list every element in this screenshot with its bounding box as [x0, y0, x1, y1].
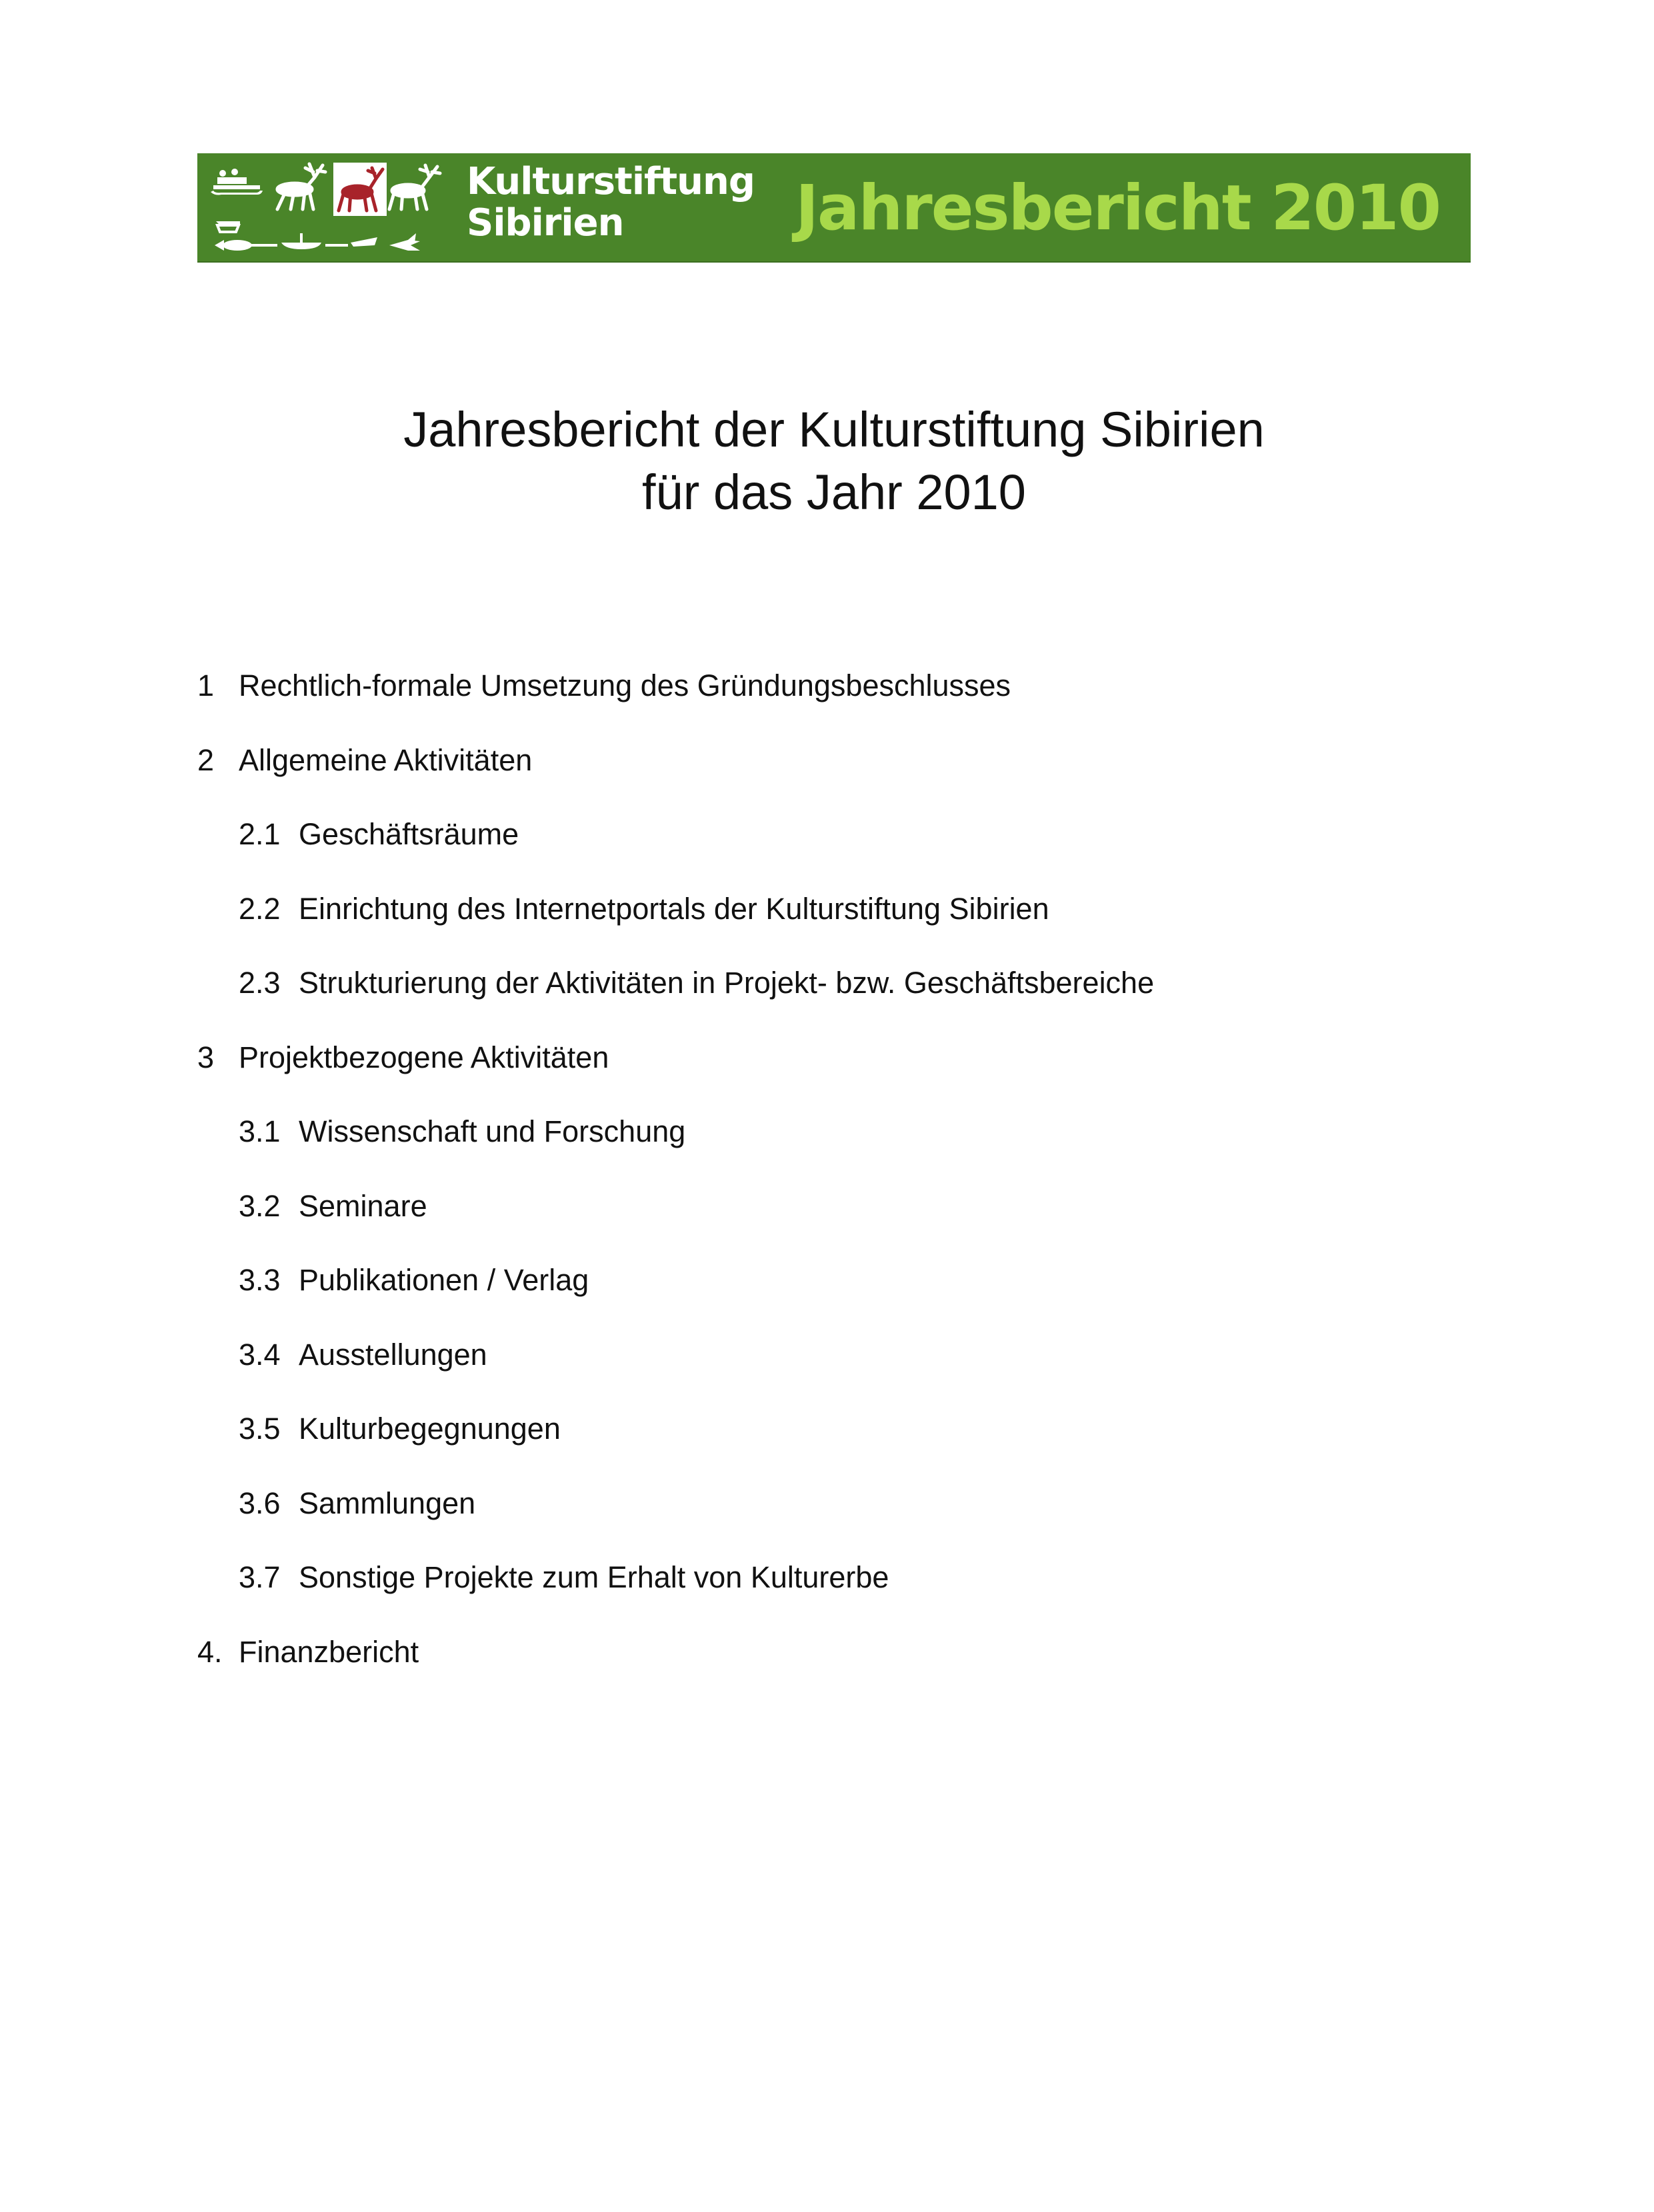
toc-label: Ausstellungen	[299, 1337, 487, 1372]
toc-label: Seminare	[299, 1188, 427, 1223]
toc-label: Allgemeine Aktivitäten	[239, 742, 533, 777]
toc-number: 3.1	[239, 1114, 281, 1148]
toc-number: 2.3	[239, 966, 281, 1000]
toc-number: 3.3	[239, 1263, 281, 1297]
bird-icon	[389, 233, 420, 251]
org-name-line2: Sibirien	[467, 201, 624, 245]
toc-label: Rechtlich-formale Umsetzung des Gründungsbeschlusses	[239, 668, 1011, 702]
document-title-line2: für das Jahr 2010	[642, 465, 1026, 520]
toc-label: Kulturbegegnungen	[299, 1412, 561, 1446]
toc-number: 2.1	[239, 817, 281, 851]
toc-label: Strukturierung der Aktivitäten in Projekt- bzw. Geschäftsbereiche	[299, 966, 1155, 1000]
toc-label: Sonstige Projekte zum Erhalt von Kulturerbe	[299, 1560, 889, 1594]
fish-icon	[215, 240, 277, 251]
toc-number: 3.2	[239, 1188, 281, 1223]
toc-entry-3-2	[197, 1186, 1464, 1261]
toc-label: Sammlungen	[299, 1486, 476, 1520]
boat-icon	[216, 221, 240, 232]
toc-number: 2	[197, 742, 215, 777]
toc-number: 3	[197, 1040, 215, 1074]
org-name	[467, 161, 755, 244]
reindeer-icon	[389, 165, 440, 209]
toc-number: 3.6	[239, 1486, 281, 1520]
banner-title: Jahresbericht 2010	[795, 172, 1440, 245]
toc-label: Geschäftsräume	[299, 817, 519, 851]
sled-icon	[211, 169, 263, 195]
toc-entry-3-4	[197, 1335, 1464, 1410]
toc-entry-3-1	[197, 1112, 1464, 1186]
toc-entry-2-1	[197, 814, 1464, 889]
toc-number: 4.	[197, 1634, 223, 1669]
document-title	[197, 399, 1471, 524]
toc-number: 1	[197, 668, 215, 702]
toc-entry-2	[197, 740, 1464, 815]
toc-entry-1	[197, 666, 1464, 740]
reindeer-icon	[277, 164, 325, 209]
document-title-line1: Jahresbericht der Kulturstiftung Sibirien	[403, 402, 1265, 457]
toc-number: 3.5	[239, 1412, 281, 1446]
toc-entry-2-2	[197, 889, 1464, 964]
toc-entry-3-6	[197, 1484, 1464, 1558]
canoe-icon	[281, 233, 377, 249]
toc-label: Einrichtung des Internetportals der Kulturstiftung Sibirien	[299, 891, 1049, 926]
toc-entry-2-3	[197, 963, 1464, 1038]
toc-entry-3	[197, 1038, 1464, 1112]
toc-number: 2.2	[239, 891, 281, 926]
toc-entry-3-7	[197, 1558, 1464, 1632]
toc-entry-3-3	[197, 1260, 1464, 1335]
table-of-contents	[197, 666, 1464, 1706]
toc-label: Wissenschaft und Forschung	[299, 1114, 686, 1148]
toc-entry-3-5	[197, 1409, 1464, 1484]
toc-label: Projektbezogene Aktivitäten	[239, 1040, 609, 1074]
org-name-line1: Kulturstiftung	[467, 160, 755, 203]
toc-label: Finanzbericht	[239, 1634, 419, 1669]
toc-number: 3.7	[239, 1560, 281, 1594]
header-banner	[197, 153, 1471, 261]
toc-label: Publikationen / Verlag	[299, 1263, 589, 1297]
toc-entry-4	[197, 1632, 1464, 1707]
red-reindeer-icon	[333, 163, 387, 216]
toc-number: 3.4	[239, 1337, 281, 1372]
